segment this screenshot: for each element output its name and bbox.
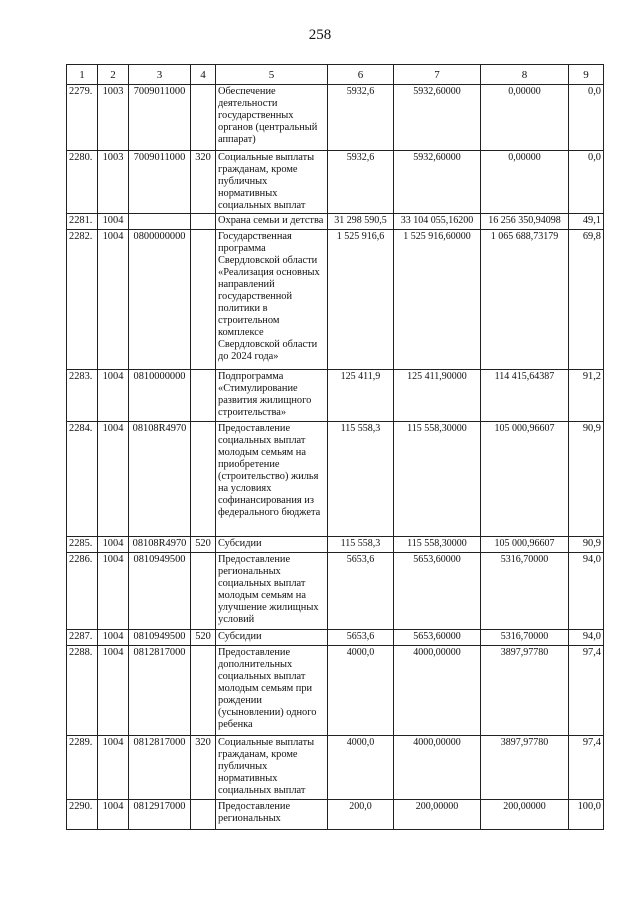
article-code: 7009011000	[129, 151, 191, 214]
section-code: 1003	[98, 85, 129, 151]
percent-value: 49,1	[569, 214, 604, 230]
row-number: 2287.	[67, 630, 98, 646]
value-col-7: 200,00000	[394, 800, 481, 830]
article-code: 7009011000	[129, 85, 191, 151]
value-col-6: 5653,6	[328, 630, 394, 646]
value-col-8: 5316,70000	[481, 630, 569, 646]
item-name: Социальные выплаты гражданам, кроме публичных нормативных социальных выплат	[216, 736, 328, 800]
row-number: 2280.	[67, 151, 98, 214]
article-code	[129, 214, 191, 230]
row-number: 2288.	[67, 646, 98, 736]
table-row	[67, 646, 604, 736]
budget-table	[66, 64, 604, 830]
value-col-8: 5316,70000	[481, 553, 569, 630]
value-col-7: 5932,60000	[394, 151, 481, 214]
item-name: Охрана семьи и детства	[216, 214, 328, 230]
value-col-8: 105 000,96607	[481, 422, 569, 537]
value-col-8: 16 256 350,94098	[481, 214, 569, 230]
expense-type-code	[191, 553, 216, 630]
page-number: 258	[308, 27, 332, 43]
row-number: 2281.	[67, 214, 98, 230]
item-name: Субсидии	[216, 630, 328, 646]
article-code: 0810949500	[129, 630, 191, 646]
expense-type-code: 520	[191, 630, 216, 646]
item-name: Предоставление региональных социальных выплат молодым семьям на улучшение жилищных условий	[216, 553, 328, 630]
row-number: 2289.	[67, 736, 98, 800]
table-row	[67, 214, 604, 230]
table-row	[67, 230, 604, 370]
value-col-7: 5653,60000	[394, 553, 481, 630]
section-code: 1004	[98, 214, 129, 230]
value-col-8: 3897,97780	[481, 736, 569, 800]
row-number: 2290.	[67, 800, 98, 830]
article-code: 0812817000	[129, 646, 191, 736]
column-header: 9	[569, 65, 604, 85]
value-col-8: 3897,97780	[481, 646, 569, 736]
item-name: Предоставление социальных выплат молодым семьям на приобретение (строительство) жилья на условиях софинансирования из федерального бюджета	[216, 422, 328, 537]
percent-value: 90,9	[569, 537, 604, 553]
column-header: 8	[481, 65, 569, 85]
value-col-6: 1 525 916,6	[328, 230, 394, 370]
value-col-6: 5932,6	[328, 151, 394, 214]
section-code: 1004	[98, 736, 129, 800]
article-code: 0810949500	[129, 553, 191, 630]
column-header: 1	[67, 65, 98, 85]
value-col-7: 5653,60000	[394, 630, 481, 646]
table-row	[67, 422, 604, 537]
percent-value: 100,0	[569, 800, 604, 830]
item-name: Подпрограмма «Стимулирование развития жилищного строительства»	[216, 370, 328, 422]
value-col-8: 1 065 688,73179	[481, 230, 569, 370]
row-number: 2283.	[67, 370, 98, 422]
value-col-7: 33 104 055,16200	[394, 214, 481, 230]
article-code: 0800000000	[129, 230, 191, 370]
item-name: Предоставление региональных	[216, 800, 328, 830]
value-col-7: 115 558,30000	[394, 537, 481, 553]
percent-value: 91,2	[569, 370, 604, 422]
article-code: 0810000000	[129, 370, 191, 422]
section-code: 1004	[98, 422, 129, 537]
expense-type-code	[191, 214, 216, 230]
value-col-8: 200,00000	[481, 800, 569, 830]
value-col-6: 5653,6	[328, 553, 394, 630]
expense-type-code: 320	[191, 736, 216, 800]
percent-value: 90,9	[569, 422, 604, 537]
item-name: Предоставление дополнительных социальных выплат молодым семьям при рождении (усыновлении) одного ребенка	[216, 646, 328, 736]
article-code: 08108R4970	[129, 422, 191, 537]
item-name: Социальные выплаты гражданам, кроме публичных нормативных социальных выплат	[216, 151, 328, 214]
table-row	[67, 553, 604, 630]
item-name: Государственная программа Свердловской области «Реализация основных направлений государственной политики в строительном комплексе Свердловской области до 2024 года»	[216, 230, 328, 370]
row-number: 2285.	[67, 537, 98, 553]
article-code: 08108R4970	[129, 537, 191, 553]
article-code: 0812917000	[129, 800, 191, 830]
row-number: 2282.	[67, 230, 98, 370]
value-col-7: 115 558,30000	[394, 422, 481, 537]
table-row	[67, 151, 604, 214]
section-code: 1004	[98, 630, 129, 646]
expense-type-code	[191, 422, 216, 537]
percent-value: 94,0	[569, 630, 604, 646]
value-col-8: 114 415,64387	[481, 370, 569, 422]
value-col-6: 200,0	[328, 800, 394, 830]
section-code: 1004	[98, 646, 129, 736]
expense-type-code	[191, 370, 216, 422]
value-col-6: 4000,0	[328, 646, 394, 736]
expense-type-code	[191, 230, 216, 370]
percent-value: 0,0	[569, 85, 604, 151]
section-code: 1004	[98, 370, 129, 422]
percent-value: 94,0	[569, 553, 604, 630]
column-header: 3	[129, 65, 191, 85]
table-row	[67, 800, 604, 830]
value-col-8: 0,00000	[481, 151, 569, 214]
section-code: 1004	[98, 800, 129, 830]
value-col-6: 5932,6	[328, 85, 394, 151]
table-row	[67, 537, 604, 553]
section-code: 1004	[98, 553, 129, 630]
column-header: 5	[216, 65, 328, 85]
percent-value: 97,4	[569, 646, 604, 736]
value-col-7: 4000,00000	[394, 646, 481, 736]
table-row	[67, 85, 604, 151]
row-number: 2279.	[67, 85, 98, 151]
item-name: Обеспечение деятельности государственных органов (центральный аппарат)	[216, 85, 328, 151]
row-number: 2284.	[67, 422, 98, 537]
value-col-6: 125 411,9	[328, 370, 394, 422]
item-name: Субсидии	[216, 537, 328, 553]
column-header: 4	[191, 65, 216, 85]
value-col-6: 115 558,3	[328, 422, 394, 537]
expense-type-code: 320	[191, 151, 216, 214]
value-col-7: 5932,60000	[394, 85, 481, 151]
value-col-6: 4000,0	[328, 736, 394, 800]
value-col-8: 105 000,96607	[481, 537, 569, 553]
percent-value: 69,8	[569, 230, 604, 370]
section-code: 1003	[98, 151, 129, 214]
value-col-7: 1 525 916,60000	[394, 230, 481, 370]
article-code: 0812817000	[129, 736, 191, 800]
header-row	[67, 65, 604, 85]
row-number: 2286.	[67, 553, 98, 630]
column-header: 6	[328, 65, 394, 85]
value-col-7: 4000,00000	[394, 736, 481, 800]
column-header: 2	[98, 65, 129, 85]
table-row	[67, 736, 604, 800]
expense-type-code: 520	[191, 537, 216, 553]
value-col-6: 31 298 590,5	[328, 214, 394, 230]
percent-value: 97,4	[569, 736, 604, 800]
column-header: 7	[394, 65, 481, 85]
section-code: 1004	[98, 537, 129, 553]
value-col-7: 125 411,90000	[394, 370, 481, 422]
section-code: 1004	[98, 230, 129, 370]
table-row	[67, 370, 604, 422]
value-col-8: 0,00000	[481, 85, 569, 151]
expense-type-code	[191, 800, 216, 830]
expense-type-code	[191, 646, 216, 736]
table-row	[67, 630, 604, 646]
percent-value: 0,0	[569, 151, 604, 214]
expense-type-code	[191, 85, 216, 151]
value-col-6: 115 558,3	[328, 537, 394, 553]
